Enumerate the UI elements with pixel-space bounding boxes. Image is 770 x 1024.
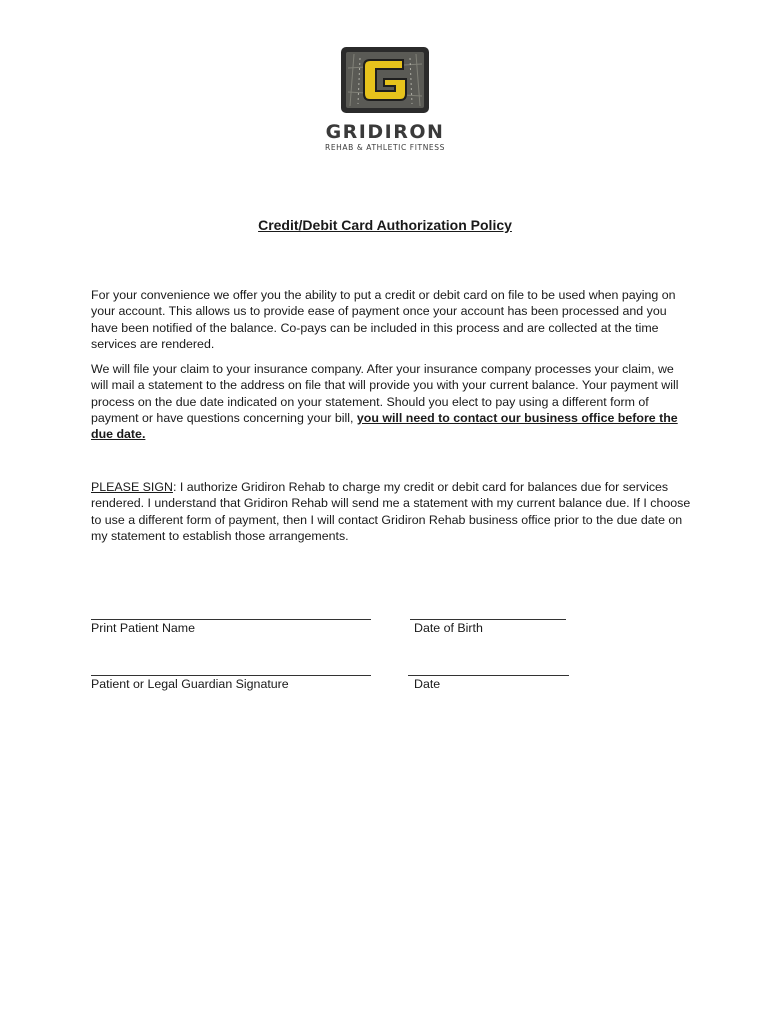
paragraph-authorization <box>91 479 691 544</box>
signature-label: Patient or Legal Guardian Signature <box>91 677 289 691</box>
logo-tagline: REHAB & ATHLETIC FITNESS <box>325 143 445 152</box>
company-logo <box>300 46 470 152</box>
date-of-birth-line[interactable] <box>410 619 566 620</box>
gridiron-logo-mark <box>340 46 430 114</box>
paragraph-insurance-emphasis: you will need to contact our business office before the due date. <box>91 410 678 442</box>
logo-name: GRIDIRON <box>325 121 445 143</box>
paragraph-insurance-text: We will file your claim to your insurance company. After your insurance company processes your claim, we will mail a statement to the address on file that will provide you with your current balance. Your payment will process on the due date indicated on your statement. Should you elect to pay using a different form of payment or have questions concerning your bill, <box>91 362 679 425</box>
paragraph-convenience: For your convenience we offer you the ability to put a credit or debit card on file to be used when paying on your account. This allows us to provide ease of payment once your account has been processed and you have been notified of the balance. Co-pays can be included in this process and are collected at the time services are rendered. <box>91 288 676 351</box>
patient-name-line[interactable] <box>91 619 371 620</box>
paragraph-insurance <box>91 361 691 442</box>
document-title: Credit/Debit Card Authorization Policy <box>258 217 512 233</box>
date-line[interactable] <box>408 675 569 676</box>
patient-name-label: Print Patient Name <box>91 621 195 635</box>
paragraph-authorization-text: : I authorize Gridiron Rehab to charge my credit or debit card for balances due for services rendered. I understand that Gridiron Rehab will send me a statement with my current balance due. If I choose to use a different form of payment, then I will contact Gridiron Rehab business office prior to the due date on my statement to establish those arrangements. <box>91 480 691 543</box>
signature-line[interactable] <box>91 675 371 676</box>
date-of-birth-label: Date of Birth <box>414 621 483 635</box>
date-label: Date <box>414 677 441 691</box>
please-sign-label: PLEASE SIGN <box>91 480 173 494</box>
